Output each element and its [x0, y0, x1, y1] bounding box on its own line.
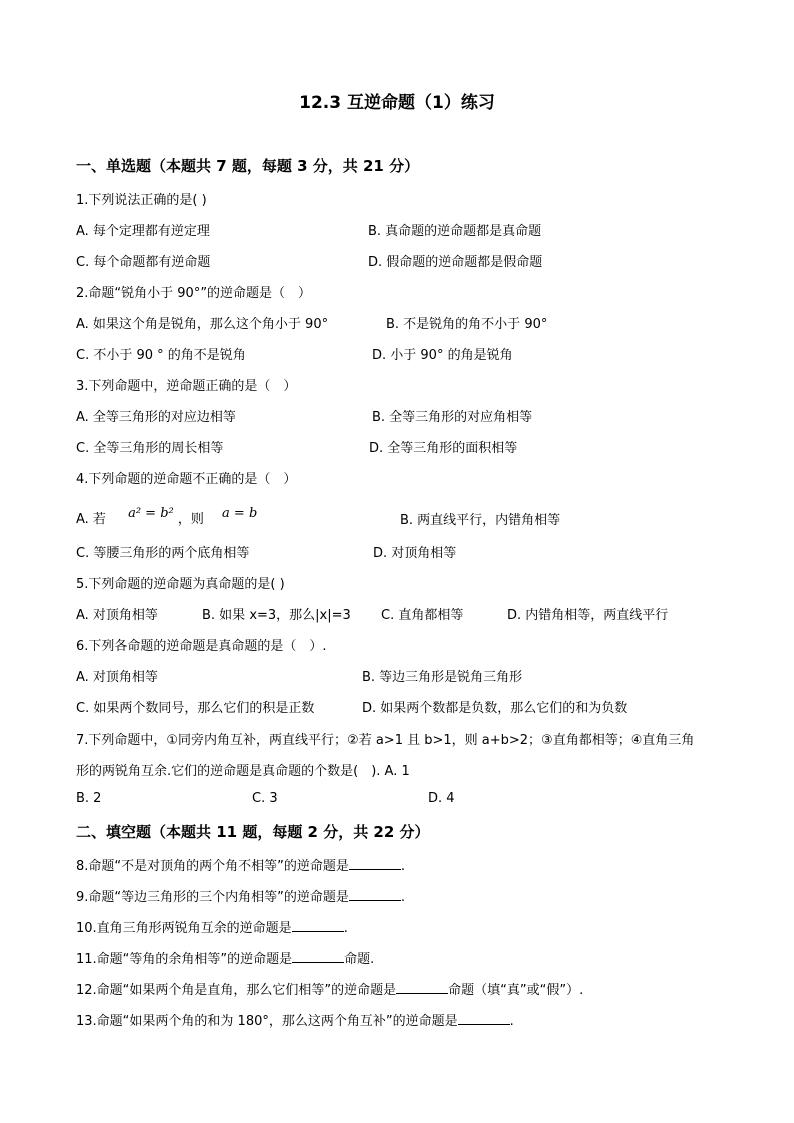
question-10-text: 10.直角三角形两锐角互余的逆命题是	[76, 921, 292, 936]
question-11-blank	[292, 950, 344, 963]
question-3-option-a: A. 全等三角形的对应边相等	[76, 410, 236, 425]
question-3-option-d: D. 全等三角形的面积相等	[369, 441, 518, 456]
question-5-option-d: D. 内错角相等，两直线平行	[507, 608, 669, 623]
question-7-option-c: C. 3	[252, 791, 278, 806]
question-1-option-a: A. 每个定理都有逆定理	[76, 224, 210, 239]
question-5-option-b: B. 如果 x=3，那么|x|=3	[202, 608, 351, 623]
question-9-end: .	[400, 890, 406, 905]
question-6-option-d: D. 如果两个数都是负数，那么它们的和为负数	[362, 701, 628, 716]
question-9-blank	[349, 888, 401, 901]
question-13-blank	[458, 1012, 510, 1025]
question-10-blank	[292, 919, 344, 932]
question-6-option-b: B. 等边三角形是锐角三角形	[362, 670, 523, 685]
question-2-option-c: C. 不小于 90 ° 的角不是锐角	[76, 348, 246, 363]
question-12-end: 命题（填“真”或“假”）.	[448, 983, 584, 998]
question-2-option-b: B. 不是锐角的角不小于 90°	[386, 317, 548, 332]
question-10	[76, 917, 348, 936]
section-heading-fill-in: 二、填空题（本题共 11 题，每题 2 分，共 22 分）	[76, 823, 430, 841]
question-5-stem: 5.下列命题的逆命题为真命题的是( )	[76, 577, 285, 592]
question-1-option-c: C. 每个命题都有逆命题	[76, 255, 211, 270]
question-12-text: 12.命题“如果两个角是直角，那么它们相等”的逆命题是	[76, 983, 397, 998]
question-5-option-a: A. 对顶角相等	[76, 608, 158, 623]
question-7-option-d: D. 4	[428, 791, 455, 806]
question-2-stem: 2.命题“锐角小于 90°”的逆命题是（ ）	[76, 286, 312, 301]
section-heading-single-choice: 一、单选题（本题共 7 题，每题 3 分，共 21 分）	[76, 157, 420, 175]
question-11-text: 11.命题“等角的余角相等”的逆命题是	[76, 952, 293, 967]
question-4-stem: 4.下列命题的逆命题不正确的是（ ）	[76, 472, 297, 487]
question-1-option-d: D. 假命题的逆命题都是假命题	[368, 255, 543, 270]
question-13-end: .	[509, 1014, 514, 1029]
question-7-option-b: B. 2	[76, 791, 102, 806]
question-8-text: 8.命题“不是对顶角的两个角不相等”的逆命题是	[76, 859, 349, 874]
question-6-option-c: C. 如果两个数同号，那么它们的积是正数	[76, 701, 315, 716]
question-1-stem: 1.下列说法正确的是( )	[76, 193, 207, 208]
question-8-blank	[349, 857, 401, 870]
question-11	[76, 948, 374, 967]
question-8	[76, 855, 405, 874]
question-12-blank	[396, 981, 448, 994]
question-4-option-b: B. 两直线平行，内错角相等	[400, 513, 561, 528]
question-12	[76, 979, 583, 998]
question-7-stem-line-1: 7.下列命题中，①同旁内角互补，两直线平行；②若 a>1 且 b>1，则 a+b>2；③直角都相等；④直角三角	[76, 733, 695, 748]
question-2-option-a: A. 如果这个角是锐角，那么这个角小于 90°	[76, 317, 329, 332]
question-11-end: 命题.	[344, 952, 375, 967]
question-2-option-d: D. 小于 90° 的角是锐角	[372, 348, 513, 363]
question-3-option-c: C. 全等三角形的周长相等	[76, 441, 224, 456]
page-title: 12.3 互逆命题（1）练习	[299, 93, 495, 113]
question-6-stem: 6.下列各命题的逆命题是真命题的是（ ）.	[76, 639, 327, 654]
question-13	[76, 1010, 514, 1029]
question-4-option-a-prefix: A. 若	[76, 512, 106, 527]
question-6-option-a: A. 对顶角相等	[76, 670, 158, 685]
question-1-option-b: B. 真命题的逆命题都是真命题	[368, 224, 542, 239]
question-8-end: .	[400, 859, 406, 874]
question-4-option-a	[76, 508, 257, 527]
question-4-math-a-squared-equals-b-squared: a² = b²	[128, 506, 174, 521]
question-4-option-c: C. 等腰三角形的两个底角相等	[76, 546, 250, 561]
question-4-option-a-mid: ，则	[177, 512, 204, 527]
question-3-option-b: B. 全等三角形的对应角相等	[372, 410, 533, 425]
question-3-stem: 3.下列命题中，逆命题正确的是（ ）	[76, 379, 297, 394]
question-13-text: 13.命题“如果两个角的和为 180°，那么这两个角互补”的逆命题是	[76, 1014, 458, 1029]
question-9-text: 9.命题“等边三角形的三个内角相等”的逆命题是	[76, 890, 349, 905]
question-9	[76, 886, 405, 905]
question-7-stem-line-2: 形的两锐角互余.它们的逆命题是真命题的个数是( ). A. 1	[76, 764, 410, 779]
question-5-option-c: C. 直角都相等	[381, 608, 464, 623]
question-10-end: .	[343, 921, 348, 936]
question-4-option-d: D. 对顶角相等	[373, 546, 457, 561]
question-4-math-a-equals-b: a = b	[222, 506, 258, 521]
